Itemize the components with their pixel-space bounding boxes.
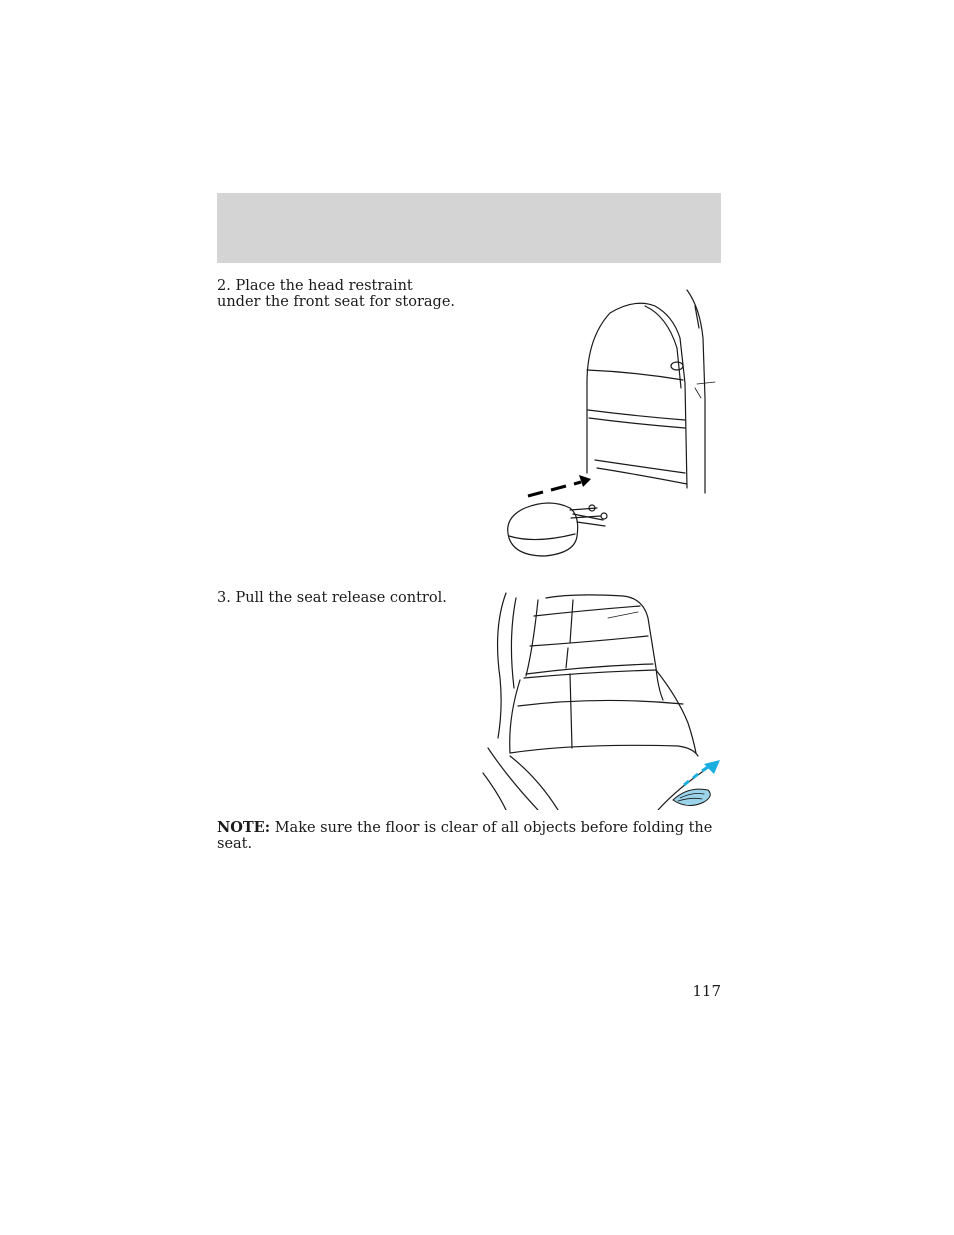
head-restraint-drawing bbox=[508, 503, 607, 556]
seat-drawing bbox=[483, 593, 708, 810]
section-header-band bbox=[217, 193, 721, 263]
note-label: NOTE: bbox=[217, 819, 271, 836]
step-3-text: 3. Pull the seat release control. bbox=[217, 590, 447, 606]
seat-release-illustration bbox=[478, 588, 723, 810]
storage-arrow-icon bbox=[528, 475, 591, 496]
step-2-text: 2. Place the head restraint under the front seat for storage. bbox=[217, 278, 456, 310]
release-handle-icon bbox=[673, 789, 710, 805]
head-restraint-storage-illustration bbox=[495, 288, 725, 563]
note-text: Make sure the floor is clear of all objects before folding the seat. bbox=[217, 820, 713, 852]
page-number: 117 bbox=[692, 982, 721, 1000]
note-paragraph bbox=[217, 820, 721, 852]
seatback-drawing bbox=[587, 290, 715, 493]
